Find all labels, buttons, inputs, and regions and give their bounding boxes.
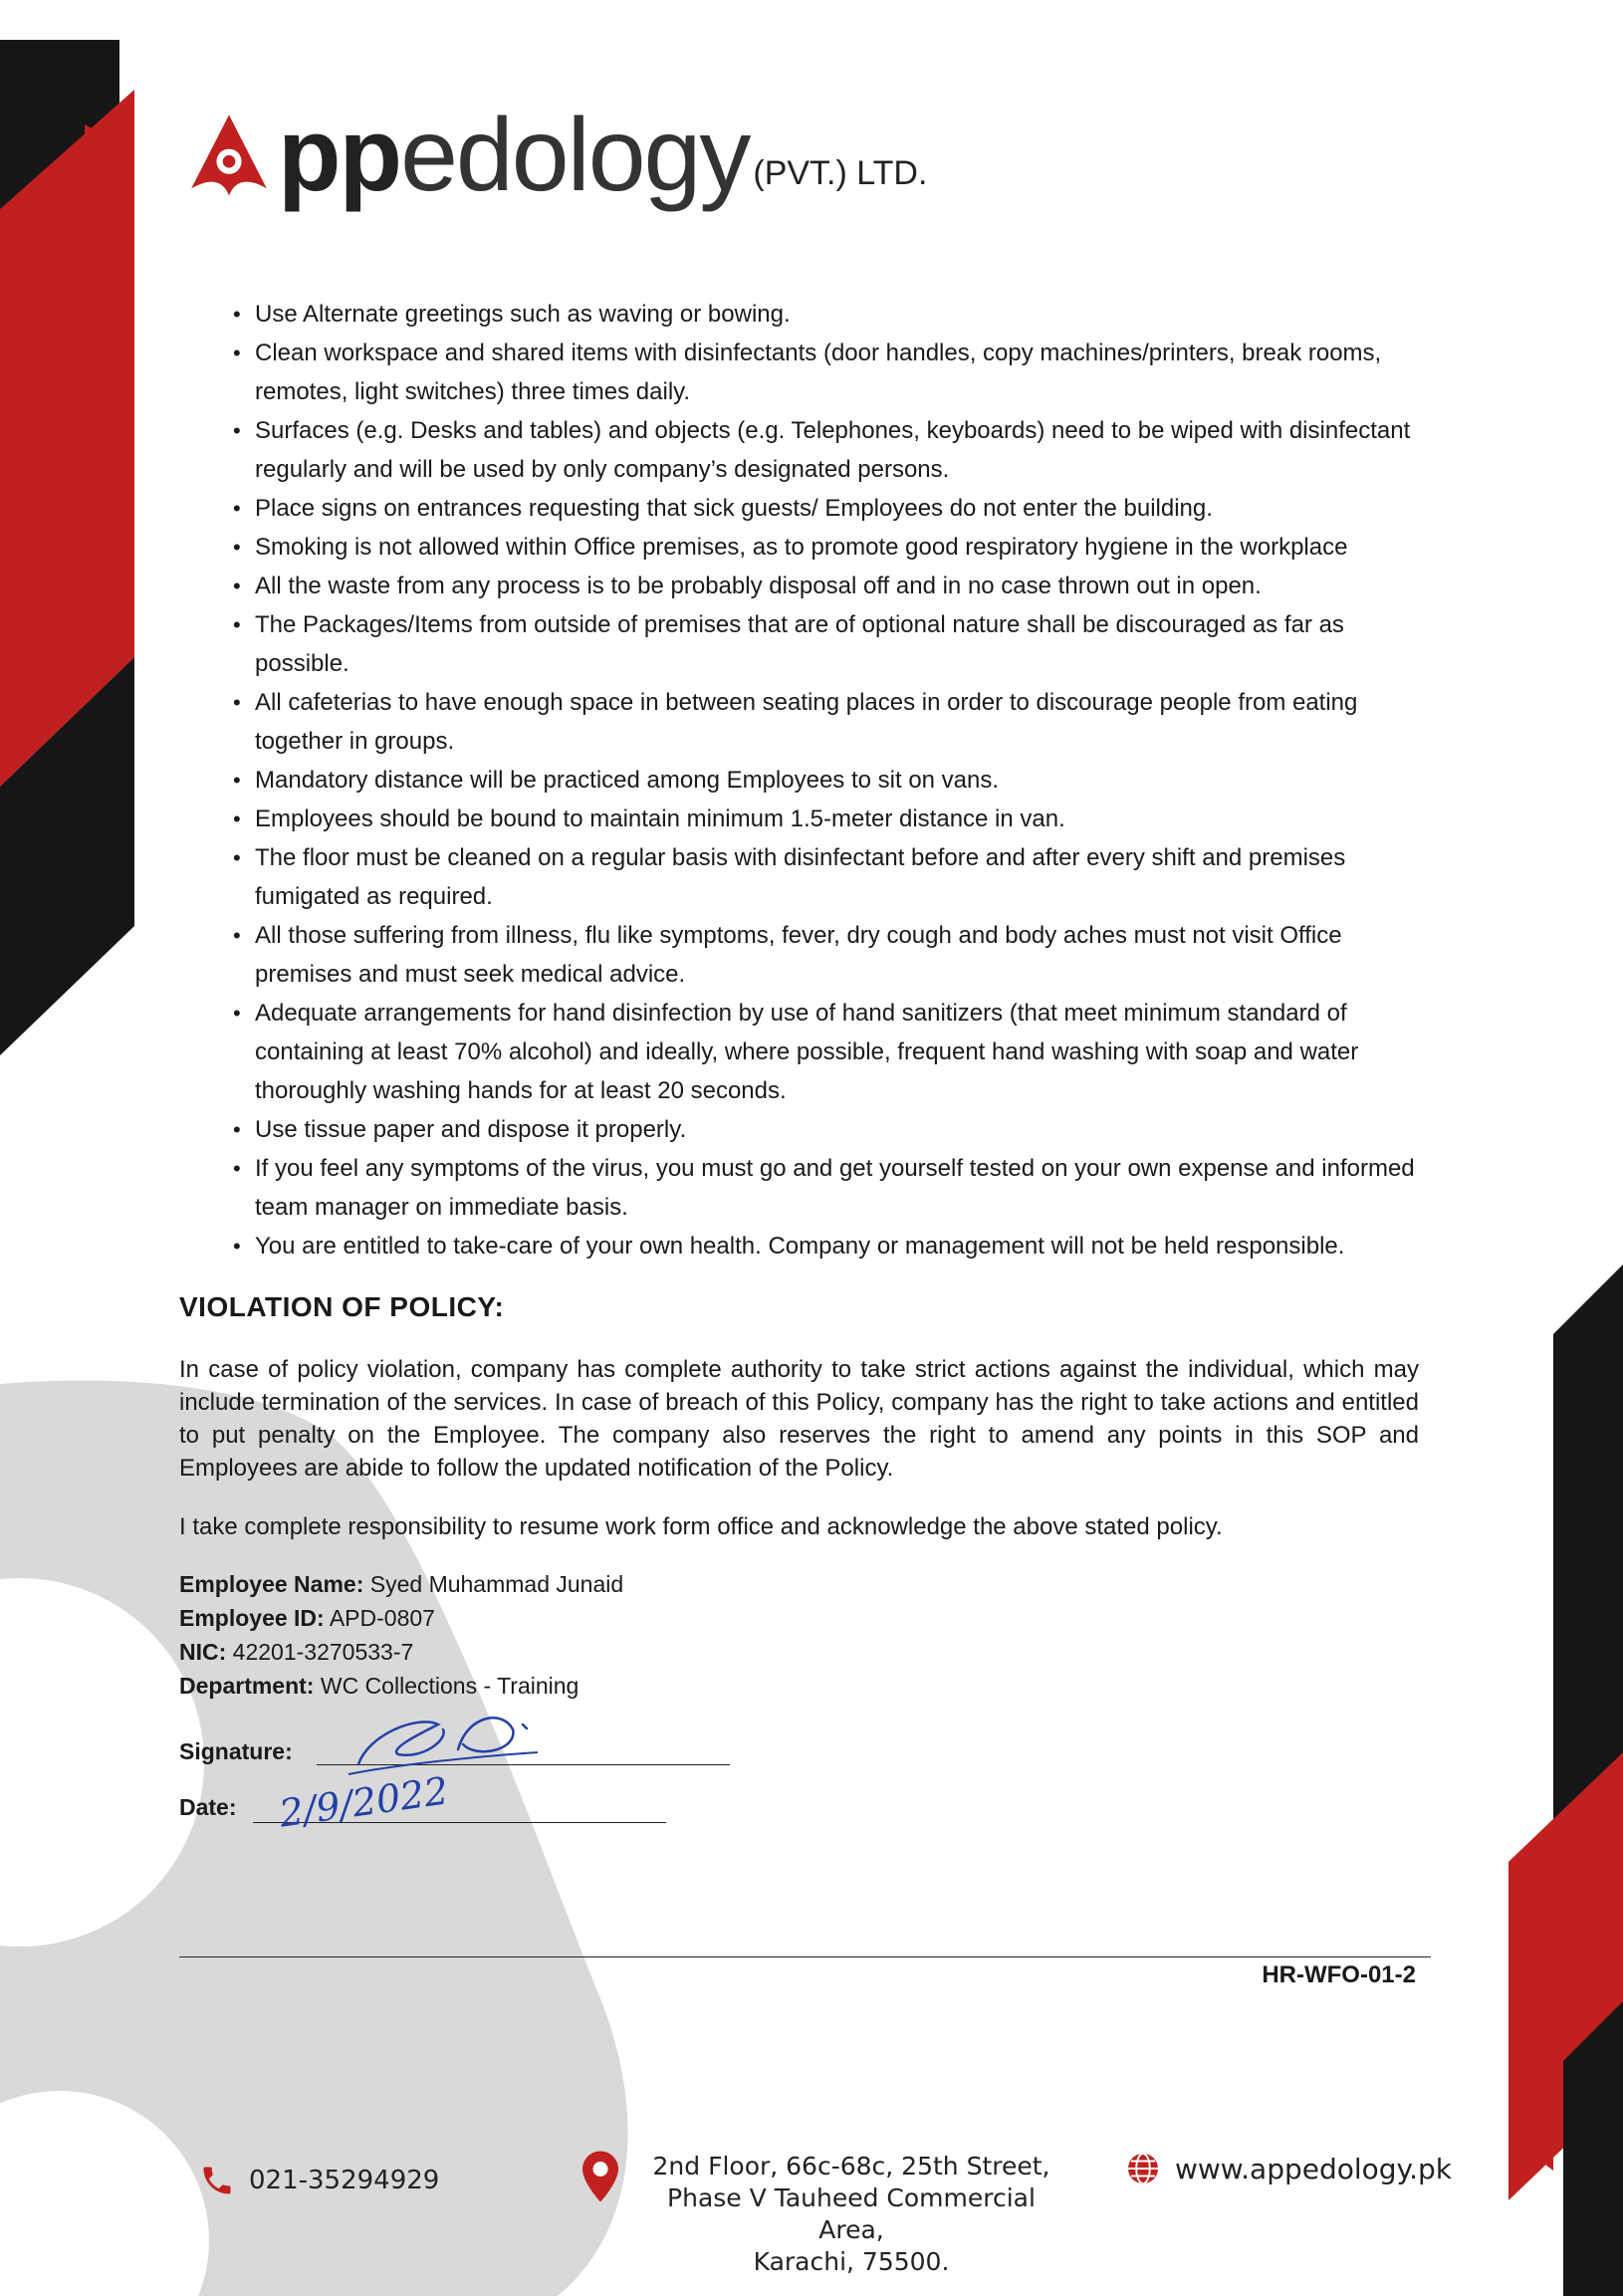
employee-id-value: APD-0807 [329,1605,435,1631]
phone-number[interactable]: 021-35294929 [249,2166,440,2195]
rule-item: • The floor must be cleaned on a regular basis with disinfectant before and after every shift and premises fumigated as required. [255,838,1419,916]
employee-details [179,1567,1419,1703]
address-line-3: Karachi, 75500. [753,2247,950,2276]
date-row [179,1768,1419,1840]
rule-item: • Mandatory distance will be practiced among Employees to sit on vans. [255,761,1419,800]
address-text [642,2151,1060,2278]
address-line-1: 2nd Floor, 66c-68c, 25th Street, [652,2152,1050,2181]
rule-item: • All cafeterias to have enough space in between seating places in order to discourage people from eating together in groups. [255,683,1419,761]
footer-website [1125,2151,1452,2186]
rule-item: • Clean workspace and shared items with disinfectants (door handles, copy machines/printers, break rooms, remotes, light switches) three times daily. [255,334,1419,411]
address-line-2: Phase V Tauheed Commercial Area, [667,2183,1036,2244]
rule-item: • Adequate arrangements for hand disinfection by use of hand sanitizers (that meet minimum standard of containing at least 70% alcohol) and ideally, where possible, frequent hand washing with soap and water thoroughly washing hands for at least 20 seconds. [255,994,1419,1110]
rule-item: • Use Alternate greetings such as waving or bowing. [255,295,1419,334]
violation-heading: VIOLATION OF POLICY: [179,1291,505,1322]
nic-value: 42201-3270533-7 [232,1639,414,1665]
department-label: Department: [179,1673,315,1699]
logo-suffix: (PVT.) LTD. [753,154,928,192]
rule-item: • All the waste from any process is to be probably disposal off and in no case thrown out in open. [255,567,1419,605]
rule-item: • Smoking is not allowed within Office premises, as to promote good respiratory hygiene in the workplace [255,528,1419,567]
logo-wordmark-bold: pp [278,98,401,213]
logo-wordmark [278,98,750,213]
footer-address [582,2151,1060,2278]
employee-name-label: Employee Name: [179,1571,364,1597]
rule-item: • Surfaces (e.g. Desks and tables) and objects (e.g. Telephones, keyboards) need to be wiped with disinfectant regularly and will be used by only company’s designated persons. [255,411,1419,489]
employee-id-label: Employee ID: [179,1605,325,1631]
company-logo [184,98,928,213]
footer-phone [199,2163,439,2198]
nic-row [179,1635,1419,1669]
department-value: WC Collections - Training [320,1673,580,1699]
acknowledgement-text: I take complete responsibility to resume work form office and acknowledge the above stated policy. [179,1513,1223,1540]
date-label: Date: [179,1794,237,1820]
employee-name-value: Syed Muhammad Junaid [369,1571,624,1597]
location-pin-icon [582,2151,618,2202]
rule-item: • You are entitled to take-care of your own health. Company or management will not be held responsible. [255,1227,1419,1265]
document-body [179,295,1419,1840]
employee-id-row [179,1601,1419,1635]
logo-mark-icon [184,110,274,199]
employee-name-row [179,1567,1419,1601]
rule-item: • If you feel any symptoms of the virus, you must go and get yourself tested on your own expense and informed team manager on immediate basis. [255,1149,1419,1227]
footer-divider [179,1956,1431,1957]
website-link[interactable]: www.appedology.pk [1175,2152,1453,2185]
logo-wordmark-rest: edology [400,98,750,213]
globe-icon [1125,2151,1161,2186]
rules-list [179,295,1419,1265]
rule-item: • All those suffering from illness, flu like symptoms, fever, dry cough and body aches must not visit Office premises and must seek medical advice. [255,916,1419,994]
document-id: HR-WFO-01-2 [1262,1961,1416,1988]
rule-item: • Place signs on entrances requesting that sick guests/ Employees do not enter the building. [255,489,1419,528]
date-value: 2/9/2022 [276,1768,451,1836]
signature-row [179,1724,1419,1782]
rule-item: • Employees should be bound to maintain minimum 1.5-meter distance in van. [255,800,1419,838]
nic-label: NIC: [179,1639,227,1665]
rule-item: • The Packages/Items from outside of premises that are of optional nature shall be discouraged as far as possible. [255,605,1419,683]
signature-label: Signature: [179,1738,293,1764]
violation-paragraph: In case of policy violation, company has complete authority to take strict actions against the individual, which may include termination of the services. In case of breach of this Policy, company has the right to take actions and entitled to put penalty on the Employee. The company also reserves the right to amend any points in this SOP and Employees are abide to follow the updated notification of the Policy. [179,1356,1419,1482]
phone-icon [199,2163,235,2198]
rule-item: • Use tissue paper and dispose it properly. [255,1110,1419,1149]
